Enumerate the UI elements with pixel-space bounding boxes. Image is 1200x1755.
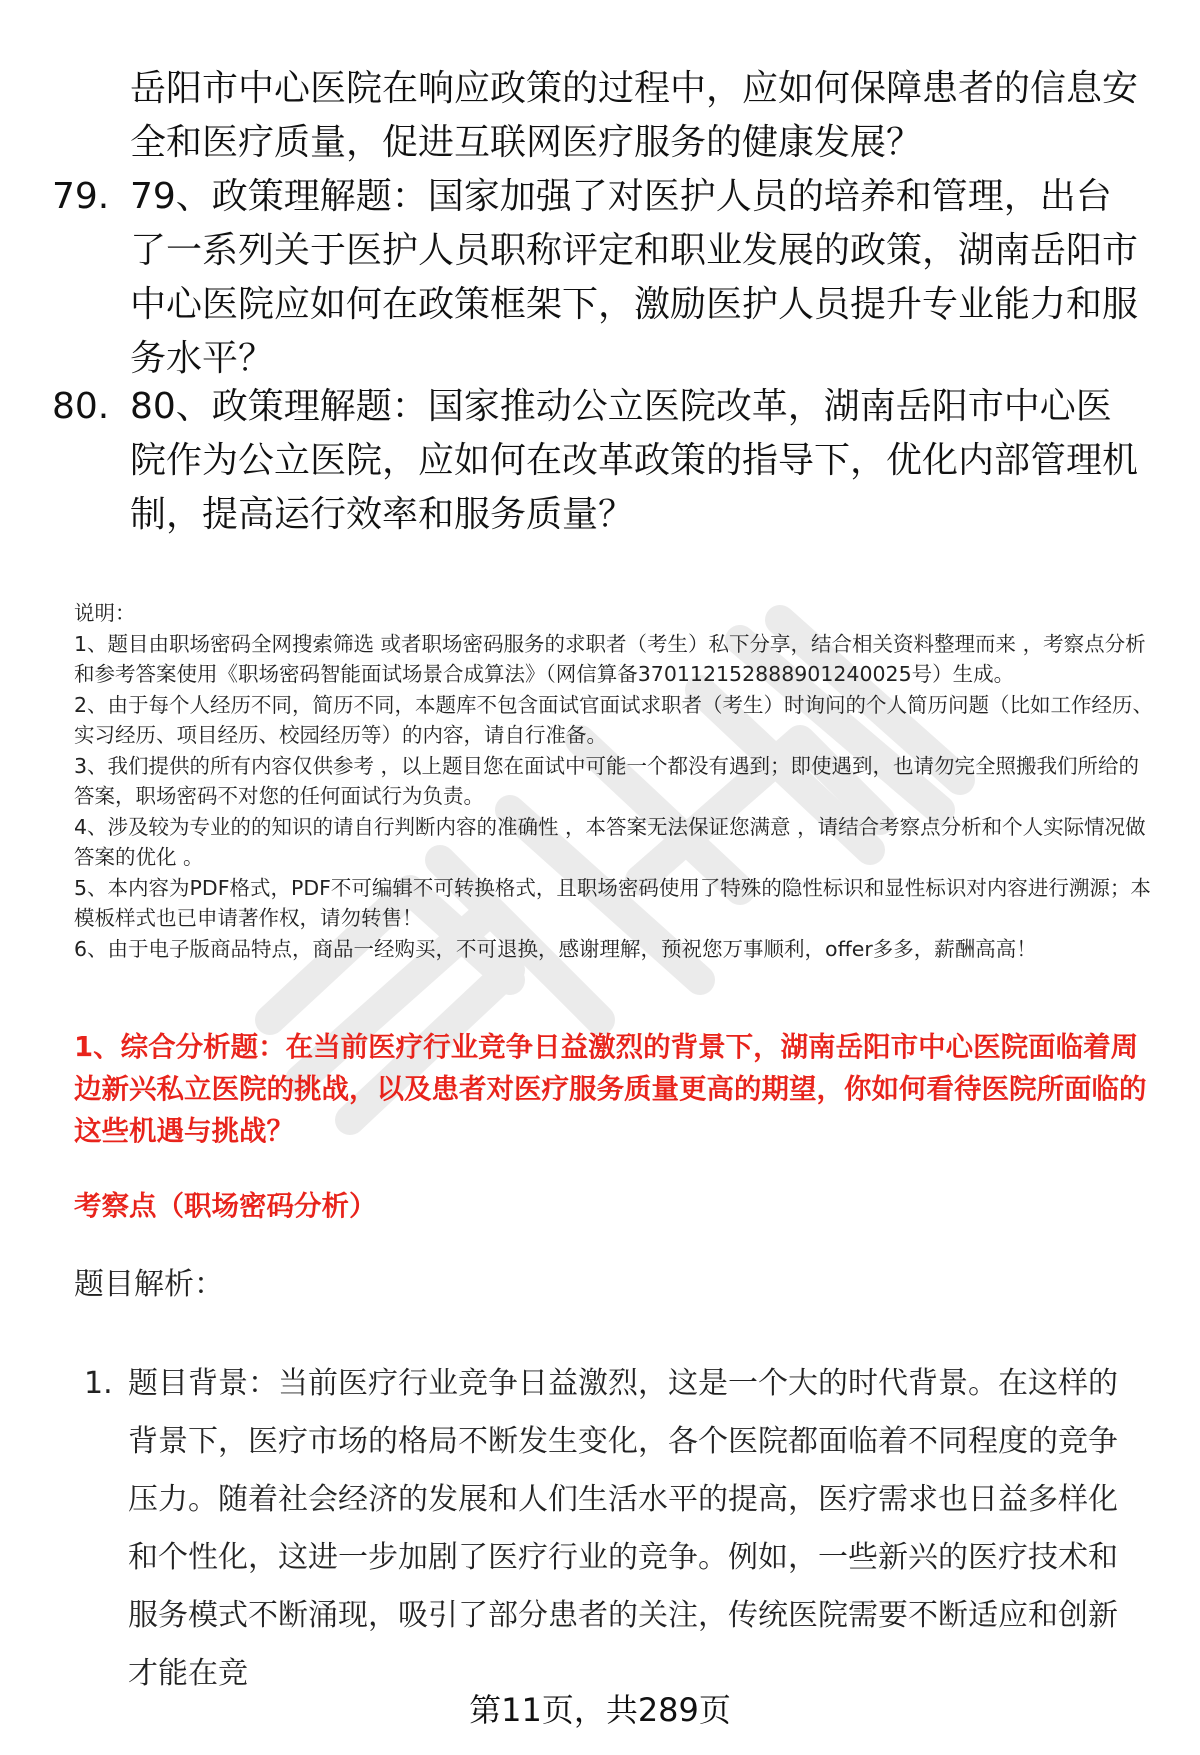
analysis-heading: 题目解析： [74, 1267, 224, 1302]
notes-heading: 说明： [74, 601, 136, 625]
note-item: 3、我们提供的所有内容仅供参考 ，以上题目您在面试中可能一个都没有遇到；即使遇到，也请勿完全照搬我们所给的答案，职场密码不对您的任何面试行为负责。 [74, 753, 1140, 808]
kaocha-heading: 考察点（职场密码分析） [74, 1190, 377, 1222]
note-item: 4、涉及较为专业的的知识的请自行判断内容的准确性 ，本答案无法保证您满意 ，请结合考察点分析和个人实际情况做答案的优化 。 [74, 814, 1146, 869]
page-footer: 第11页，共289页 [469, 1691, 731, 1729]
question-number: 80. [52, 386, 110, 427]
question-text: 80、政策理解题：国家推动公立医院改革，湖南岳阳市中心医院作为公立医院，应如何在改革政策的指导下，优化内部管理机制，提高运行效率和服务质量？ [130, 386, 1139, 535]
note-item: 1、题目由职场密码全网搜索筛选 或者职场密码服务的求职者（考生）私下分享，结合相关资料整理而来 ，考察点分析和参考答案使用《职场密码智能面试场景合成算法》（网信算备370112152888901240025号）生成。 [74, 631, 1146, 686]
note-item: 6、由于电子版商品特点，商品一经购买，不可退换，感谢理解，预祝您万事顺利，offer多多，薪酬高高！ [74, 936, 1037, 961]
continuation-text: 岳阳市中心医院在响应政策的过程中，应如何保障患者的信息安全和医疗质量，促进互联网医疗服务的健康发展？ [130, 68, 1139, 163]
question-number: 79. [52, 176, 110, 217]
question-1-heading: 1、综合分析题：在当前医疗行业竞争日益激烈的背景下，湖南岳阳市中心医院面临着周边新兴私立医院的挑战，以及患者对医疗服务质量更高的期望，你如何看待医院所面临的这些机遇与挑战？ [74, 1031, 1147, 1147]
note-item: 2、由于每个人经历不同，简历不同，本题库不包含面试官面试求职者（考生）时询问的个人简历问题（比如工作经历、实习经历、项目经历、校园经历等）的内容，请自行准备。 [74, 692, 1154, 747]
watermark-text: 职场密码 [180, 545, 245, 564]
question-text: 79、政策理解题：国家加强了对医护人员的培养和管理，出台了一系列关于医护人员职称评定和职业发展的政策，湖南岳阳市中心医院应如何在政策框架下，激励医护人员提升专业能力和服务水平？ [130, 176, 1139, 379]
note-item: 5、本内容为PDF格式，PDF不可编辑不可转换格式，且职场密码使用了特殊的隐性标识和显性标识对内容进行溯源；本模板样式也已申请著作权，请勿转售！ [74, 875, 1151, 930]
notes-section [74, 598, 1154, 964]
analysis-item-number: 1. [84, 1366, 113, 1401]
analysis-item-text: 题目背景：当前医疗行业竞争日益激烈，这是一个大的时代背景。在这样的背景下，医疗市场的格局不断发生变化，各个医院都面临着不同程度的竞争压力。随着社会经济的发展和人们生活水平的提高，医疗需求也日益多样化和个性化，这进一步加剧了医疗行业的竞争。例如，一些新兴的医疗技术和服务模式不断涌现，吸引了部分患者的关注，传统医院需要不断适应和创新才能在竞 [128, 1366, 1118, 1691]
